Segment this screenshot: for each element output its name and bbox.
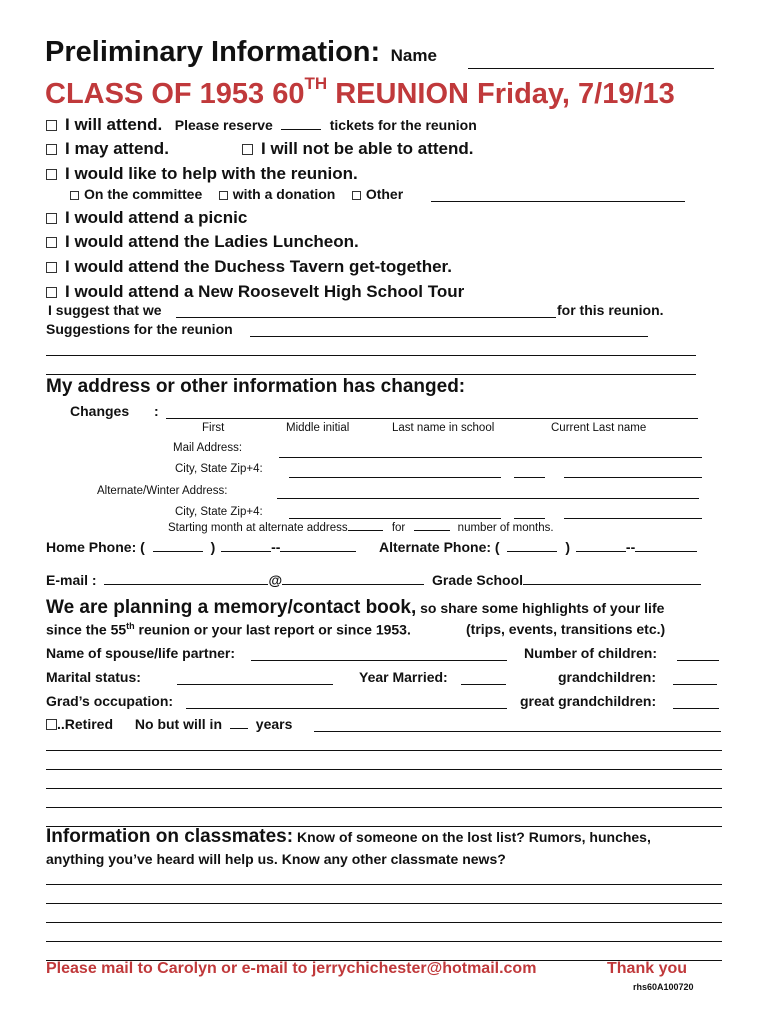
- suggestions-field-3[interactable]: [46, 374, 696, 375]
- reserve-label: Please reserve: [174, 117, 273, 133]
- home-phone-number-field[interactable]: [280, 551, 356, 552]
- suggest-field[interactable]: [176, 317, 556, 318]
- year-married-label: Year Married:: [359, 669, 448, 685]
- classmates-line2: anything you’ve heard will help us. Know any other classmate news?: [46, 851, 506, 867]
- luncheon-checkbox[interactable]: [46, 237, 57, 248]
- state2-field[interactable]: [514, 518, 545, 519]
- city2-label: City, State Zip+4:: [175, 506, 263, 518]
- alt-phone-number-field[interactable]: [635, 551, 697, 552]
- years-field[interactable]: [230, 728, 248, 729]
- occupation-field[interactable]: [186, 708, 507, 709]
- other-field[interactable]: [431, 201, 685, 202]
- may-attend-label: I may attend.: [65, 139, 169, 158]
- alt-phone-label: Alternate Phone: (: [379, 539, 500, 555]
- alt-address-label: Alternate/Winter Address:: [97, 485, 228, 497]
- zip2-field[interactable]: [564, 518, 702, 519]
- classmates-line-2[interactable]: [46, 903, 722, 904]
- home-phone-prefix-field[interactable]: [221, 551, 271, 552]
- changes-label: Changes: [70, 403, 130, 419]
- memory-heading-tail: so share some highlights of your life: [416, 600, 665, 616]
- alt-phone-row: Alternate Phone: ( ) --: [379, 539, 697, 555]
- months-label: number of months.: [457, 522, 554, 534]
- tavern-checkbox[interactable]: [46, 262, 57, 273]
- email-label: E-mail :: [46, 572, 97, 588]
- city2-field[interactable]: [289, 518, 501, 519]
- committee-label: On the committee: [84, 186, 203, 202]
- form-code: rhs60A100720: [633, 982, 694, 992]
- memory-line-1[interactable]: [46, 750, 722, 751]
- page-title-row: [45, 36, 437, 69]
- suggestions-field-2[interactable]: [46, 355, 696, 356]
- address-heading: My address or other information has changed:: [46, 376, 466, 397]
- retired-label: ..Retired: [57, 716, 114, 732]
- marital-label: Marital status:: [46, 669, 141, 685]
- help-row: [46, 164, 358, 184]
- may-attend-checkbox[interactable]: [46, 144, 57, 155]
- retired-checkbox[interactable]: [46, 719, 57, 730]
- reserve-tail: tickets for the reunion: [329, 117, 477, 133]
- alt-address-field[interactable]: [277, 498, 699, 499]
- ticket-count-field[interactable]: [281, 129, 321, 130]
- luncheon-label: I would attend the Ladies Luncheon.: [65, 232, 359, 251]
- years-label: years: [255, 716, 293, 732]
- reunion-title: [45, 74, 675, 111]
- email-row: [46, 572, 701, 588]
- classmates-heading-tail: Know of someone on the lost list? Rumors, hunches,: [293, 829, 651, 845]
- current-last-caption: Current Last name: [551, 422, 647, 434]
- reunion-title-suffix: REUNION Friday, 7/19/13: [327, 78, 675, 110]
- starting-for-label: for: [391, 522, 406, 534]
- picnic-label: I would attend a picnic: [65, 208, 248, 227]
- mail-address-field[interactable]: [279, 457, 702, 458]
- suggestions-label: Suggestions for the reunion: [46, 321, 233, 337]
- email-at: @: [268, 572, 283, 588]
- committee-checkbox[interactable]: [70, 191, 79, 200]
- city1-label: City, State Zip+4:: [175, 463, 263, 475]
- tour-label: I would attend a New Roosevelt High School Tour: [65, 282, 465, 301]
- memory-heading-row: [46, 597, 664, 619]
- state1-field[interactable]: [514, 477, 545, 478]
- trips-note: (trips, events, transitions etc.): [466, 621, 666, 637]
- marital-field[interactable]: [177, 684, 333, 685]
- year-married-field[interactable]: [461, 684, 506, 685]
- middle-caption: Middle initial: [286, 422, 350, 434]
- name-field[interactable]: [468, 68, 714, 69]
- mail-address-label: Mail Address:: [173, 442, 243, 454]
- great-grandchildren-label: great grandchildren:: [520, 693, 657, 709]
- donation-checkbox[interactable]: [219, 191, 228, 200]
- page-title: Preliminary Information:: [45, 36, 381, 68]
- donation-label: with a donation: [232, 186, 336, 202]
- reunion-title-prefix: CLASS OF 1953 60: [45, 78, 305, 110]
- attend-label: I will attend.: [65, 115, 163, 134]
- home-phone-label: Home Phone: (: [46, 539, 145, 555]
- luncheon-row: [46, 232, 359, 252]
- attend-checkbox[interactable]: [46, 120, 57, 131]
- home-area-code-field[interactable]: [153, 551, 203, 552]
- help-label: I would like to help with the reunion.: [65, 164, 358, 183]
- alt-phone-prefix-field[interactable]: [576, 551, 626, 552]
- first-caption: First: [202, 422, 225, 434]
- since-prefix: since the 55: [46, 621, 127, 638]
- retired-row: [46, 716, 292, 732]
- footer-mail: Please mail to Carolyn or e-mail to jerrychichester@hotmail.com: [46, 960, 537, 977]
- help-checkbox[interactable]: [46, 169, 57, 180]
- picnic-row: [46, 208, 247, 228]
- other-label: Other: [365, 186, 404, 202]
- suggest-suffix: for this reunion.: [557, 302, 664, 318]
- attend-row: [46, 115, 477, 135]
- great-grandchildren-field[interactable]: [673, 708, 719, 709]
- classmates-heading: Information on classmates:: [46, 826, 294, 847]
- classmates-line-1[interactable]: [46, 884, 722, 885]
- suggestions-field-1[interactable]: [250, 336, 648, 337]
- tour-row: [46, 282, 464, 302]
- spouse-label: Name of spouse/life partner:: [46, 645, 236, 661]
- other-checkbox[interactable]: [352, 191, 361, 200]
- since-suffix: reunion or your last report or since 1953.: [134, 621, 411, 638]
- name-label: Name: [390, 46, 437, 65]
- home-phone-row: Home Phone: ( ) --: [46, 539, 356, 555]
- memory-line-2[interactable]: [46, 769, 722, 770]
- occupation-label: Grad’s occupation:: [46, 693, 174, 709]
- classmates-line-4[interactable]: [46, 941, 722, 942]
- email-domain-field[interactable]: [282, 584, 424, 585]
- grandchildren-label: grandchildren:: [558, 669, 657, 685]
- changes-name-field[interactable]: [166, 418, 698, 419]
- spouse-field[interactable]: [251, 660, 507, 661]
- footer-thanks: Thank you: [607, 960, 688, 977]
- starting-row: [168, 522, 554, 534]
- tavern-label: I would attend the Duchess Tavern get-together.: [65, 257, 452, 276]
- grandchildren-field[interactable]: [673, 684, 717, 685]
- zip1-field[interactable]: [564, 477, 702, 478]
- memory-line-4[interactable]: [46, 807, 722, 808]
- grade-school-label: Grade School: [432, 572, 524, 588]
- not-attend-checkbox[interactable]: [242, 144, 253, 155]
- picnic-checkbox[interactable]: [46, 213, 57, 224]
- not-attend-row: [242, 139, 474, 159]
- tavern-row: [46, 257, 452, 277]
- since-sup: th: [126, 621, 135, 631]
- tour-checkbox[interactable]: [46, 287, 57, 298]
- memory-heading: We are planning a memory/contact book,: [46, 597, 417, 618]
- since-row: [46, 621, 411, 638]
- alt-area-code-field[interactable]: [507, 551, 557, 552]
- last-school-caption: Last name in school: [392, 422, 495, 434]
- retired-notes-field[interactable]: [314, 731, 721, 732]
- reunion-title-sup: TH: [304, 74, 328, 93]
- children-field[interactable]: [677, 660, 719, 661]
- city1-field[interactable]: [289, 477, 501, 478]
- memory-line-3[interactable]: [46, 788, 722, 789]
- not-attend-label: I will not be able to attend.: [261, 139, 474, 158]
- starting-month-field[interactable]: [348, 530, 383, 531]
- email-user-field[interactable]: [104, 584, 268, 585]
- children-label: Number of children:: [524, 645, 658, 661]
- help-options-row: [70, 186, 403, 204]
- starting-label: Starting month at alternate address: [168, 522, 348, 534]
- no-but-label: No but will in: [134, 716, 223, 732]
- classmates-line-3[interactable]: [46, 922, 722, 923]
- suggest-prefix: I suggest that we: [48, 302, 162, 318]
- classmates-heading-row: [46, 826, 651, 848]
- changes-colon: :: [154, 403, 159, 419]
- grade-school-field[interactable]: [523, 584, 701, 585]
- may-attend-row: [46, 139, 169, 159]
- months-count-field[interactable]: [414, 530, 450, 531]
